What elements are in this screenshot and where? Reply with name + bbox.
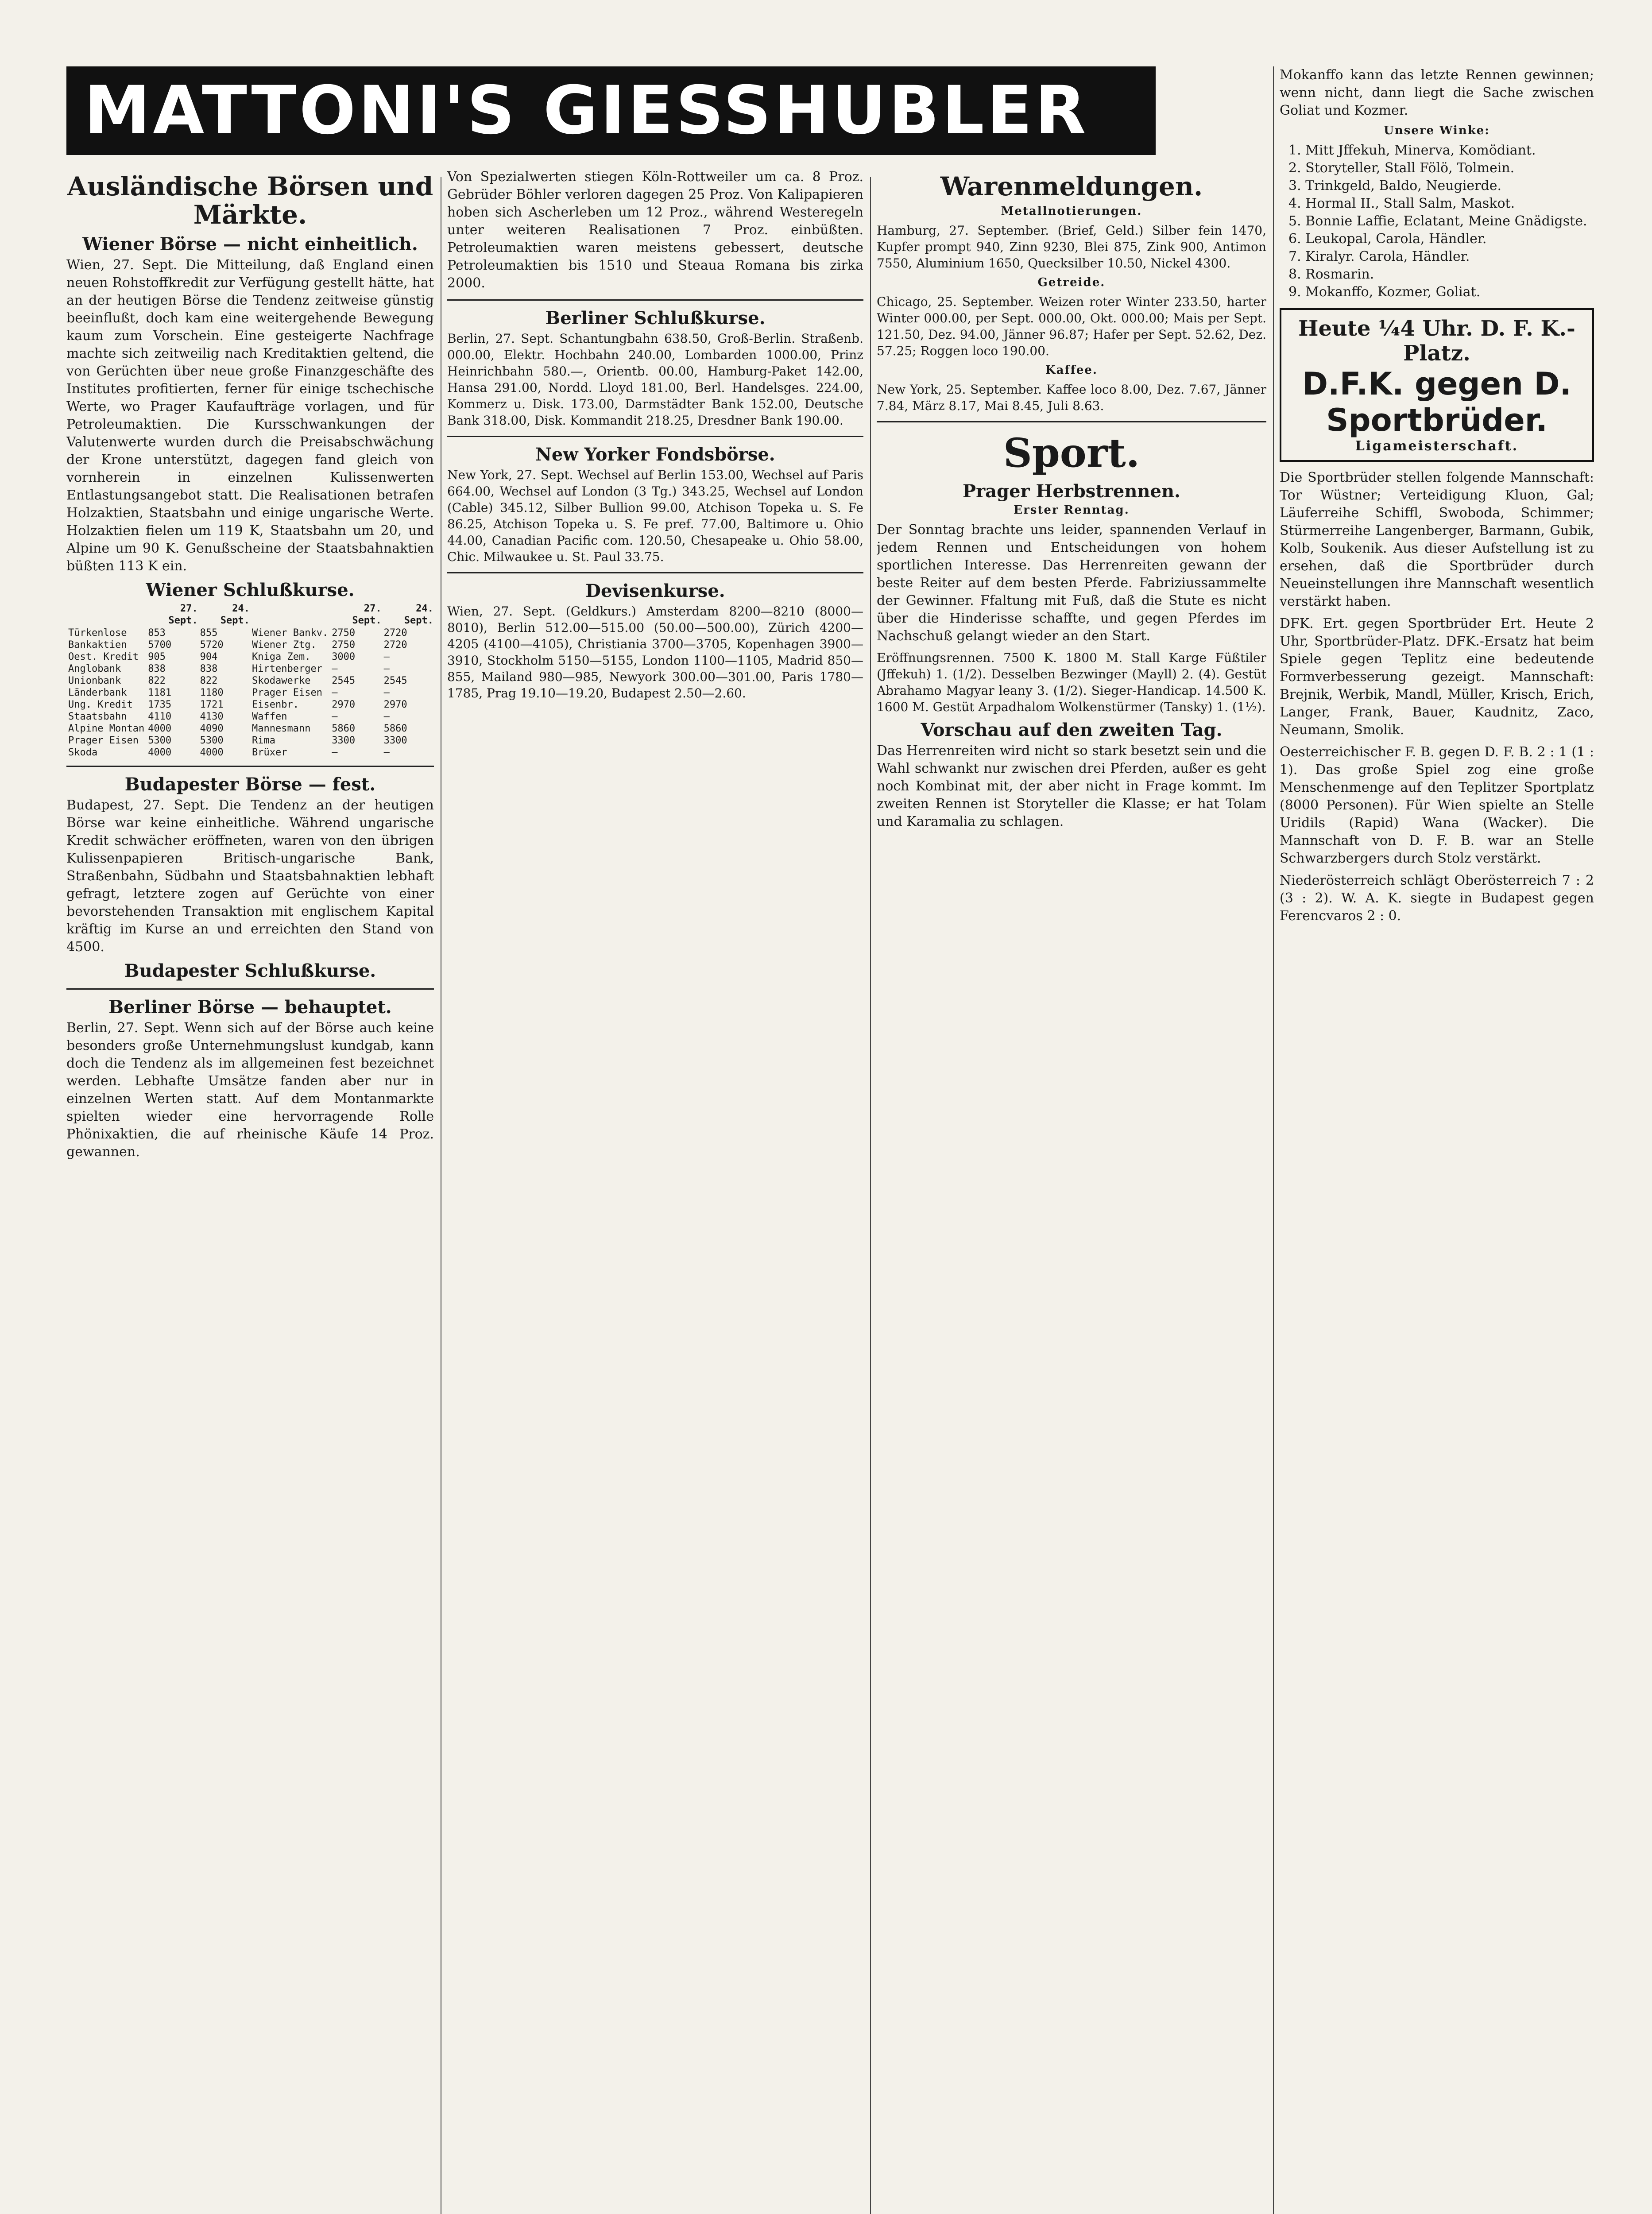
- list-item: 9. Mokanffo, Kozmer, Goliat.: [1288, 284, 1481, 300]
- table-row: Bankaktien 5700 5720 Wiener Ztg. 2750 2720: [68, 639, 407, 650]
- divider: [66, 988, 434, 990]
- vorschau-heading: Vorschau auf den zweiten Tag.: [921, 719, 1223, 740]
- prager-herbstrennen-heading: Prager Herbstrennen.: [963, 480, 1180, 502]
- list-item: 1. Mitt Jffekuh, Minerva, Komödiant.: [1288, 143, 1536, 158]
- metallnotierungen-text: Hamburg, 27. September. (Brief, Geld.) Silber fein 1470, Kupfer prompt 940, Zinn 9230, Blei 875, Zink 900, Antimon 7550, Aluminium 1650, Quecksilber 10.50, Nickel 4300.: [877, 223, 1266, 271]
- prager-herbstrennen-text: Der Sonntag brachte uns leider, spannenden Verlauf in jedem Rennen und Entscheidungen von hohem sportlichen Interesse. Das Herrenreiten gewann der beste Reiter auf dem besten Pferde. Fabriziussammelte der Gewinner. Ffaltung mit Fuß, daß die Stute es nicht über die Hinderisse schaffte, und gegen Pferdes im Nachschuß gelangt wieder an den Start.: [877, 522, 1266, 644]
- wien-boerse-text: Wien, 27. Sept. Die Mitteilung, daß England einen neuen Rohstoffkredit zur Verfügung gestellt hätte, hat an der heutigen Börse die Tendenz zeitweise günstig beeinflußt, doch kam eine weitergehende Bewegung kaum zum Vorschein. Eine gesteigerte Nachfrage machte sich zeitweilig nach Kreditaktien geltend, die von Gerüchten über neue große Finanzgeschäfte des Institutes profitierten, ferner für einige tschechische Werte, wo Prager Kaufaufträge vorlagen, und für Petroleumaktien. Die Kursschwankungen der Valutenwerte wurden durch die Preisabschwächung der Krone unterstützt, dagegen fand gleich von vornherein in einzelnen Kulissenwerten Entlastungsangebot statt. Die Realisationen betrafen Holzaktien, Staatsbahn und einige ungarische Werte. Holzaktien fielen um 119 K, Staatsbahn um 20, und Alpine um 90 K. Genußscheine der Staatsbahnaktien büßten 113 K ein.: [66, 257, 434, 574]
- mattoni-banner: MATTONI'S GIESSHUBLER: [66, 66, 1156, 155]
- match-announcement-box: [1280, 308, 1594, 462]
- kaffee-text: New York, 25. September. Kaffee loco 8.00, Dez. 7.67, Jänner 7.84, März 8.17, Mai 8.45, Juli 8.63.: [877, 382, 1266, 413]
- vorschau-text: Das Herrenreiten wird nicht so stark besetzt sein und die Wahl schwankt nur zwischen drei Pferden, außer es geht noch Kombinat mit, der aber nicht in Frage kommt. Im zweiten Rennen ist Storyteller die Klasse; er hat Tolam und Karamalia zu schlagen.: [877, 743, 1266, 829]
- unsere-winke-heading: Unsere Winke:: [1384, 124, 1490, 137]
- berlin-schlusskurse-text: Berlin, 27. Sept. Schantungbahn 638.50, Groß-Berlin. Straßenb. 000.00, Elektr. Hochbahn 240.00, Lombarden 1000.00, Prinz Heinrichbahn 580.—, Orientb. 00.00, Hamburg-Paket 142.00, Hansa 291.00, Nordd. Lloyd 181.00, Berl. Handelsges. 224.00, Kommerz u. Disk. 173.00, Darmstädter Bank 152.00, Deutsche Bank 318.00, Disk. Kommandit 218.25, Dresdner Bank 190.00.: [447, 331, 863, 428]
- erster-renntag-heading: Erster Renntag.: [1014, 503, 1130, 517]
- column-1: [66, 168, 434, 2214]
- column-rule: [870, 177, 871, 2214]
- table-row: Unionbank 822 822 Skodawerke 2545 2545: [68, 675, 407, 686]
- berlin-continued-text: Von Spezialwerten stiegen Köln-Rottweiler um ca. 8 Proz. Gebrüder Böhler verloren dagegen 25 Proz. Von Kalipapieren hoben sich Ascherleben um 12 Proz., während Westeregeln unter weiteren Realisationen 7 Proz. einbüßten. Petroleumaktien waren meistens gebessert, deutsche Petroleumaktien bis 1510 und Steaua Romana bis zirka 2000.: [447, 169, 863, 291]
- wien-schlusskurse-heading: Wiener Schlußkurse.: [146, 579, 355, 600]
- table-row: Skoda 4000 4000 Brüxer — —: [68, 747, 390, 758]
- devisenkurse-heading: Devisenkurse.: [585, 581, 725, 601]
- wien-boerse-heading: Wiener Börse — nicht einheitlich.: [82, 233, 418, 255]
- table-header-row: 27. Sept. 24. Sept. 27. Sept. 24. Sept.: [168, 603, 433, 626]
- last-race-text: Mokanffo kann das letzte Rennen gewinnen; wenn nicht, dann liegt die Sache zwischen Goliat und Kozmer.: [1280, 67, 1594, 118]
- match-league: Ligameisterschaft.: [1355, 438, 1519, 454]
- table-row: Anglobank 838 838 Hirtenberger — —: [68, 663, 390, 674]
- berlin-boerse-heading: Berliner Börse — behauptet.: [108, 996, 392, 1018]
- newyork-fondsboerse-text: New York, 27. Sept. Wechsel auf Berlin 153.00, Wechsel auf Paris 664.00, Wechsel auf London (3 Tg.) 343.25, Wechsel auf London (Cable) 345.12, Silber Bullion 99.00, Atchison Topeka u. S. Fe 86.25, Atchison Topeka u. S. Fe pref. 77.00, Baltimore u. Ohio 44.00, Canadian Pacific com. 120.50, Chesapeake u. Ohio 58.00, Chic. Milwaukee u. St. Paul 33.75.: [447, 468, 863, 564]
- list-item: 3. Trinkgeld, Baldo, Neugierde.: [1288, 178, 1502, 194]
- match-title: D.F.K. gegen D. Sportbrüder.: [1302, 366, 1572, 438]
- column-rule: [1273, 66, 1274, 2214]
- list-item: 5. Bonnie Laffie, Eclatant, Meine Gnädigste.: [1288, 213, 1587, 229]
- table-row: Staatsbahn 4110 4130 Waffen — —: [68, 711, 390, 722]
- getreide-text: Chicago, 25. September. Weizen roter Winter 233.50, harter Winter 000.00, per Sept. 000.00, Okt. 000.00; Mais per Sept. 121.50, Dez. 94.00, Jänner 96.87; Hafer per Sept. 52.62, Dez. 57.25; Roggen loco 190.00.: [877, 294, 1266, 358]
- budapest-boerse-heading: Budapester Börse — fest.: [124, 774, 376, 795]
- divider: [66, 766, 434, 767]
- divider: [447, 299, 863, 301]
- table-row: Ung. Kredit 1735 1721 Eisenbr. 2970 2970: [68, 699, 407, 710]
- newyork-fondsboerse-heading: New Yorker Fondsbörse.: [535, 444, 775, 465]
- metallnotierungen-heading: Metallnotierungen.: [1001, 204, 1142, 218]
- divider: [877, 421, 1266, 422]
- warenmeldungen-heading: Warenmeldungen.: [940, 171, 1203, 201]
- match-time: Heute ¼4 Uhr. D. F. K.-Platz.: [1298, 316, 1575, 366]
- kaffee-heading: Kaffee.: [1045, 363, 1098, 377]
- divider: [447, 572, 863, 573]
- list-item: 2. Storyteller, Stall Fölö, Tolmein.: [1288, 160, 1515, 176]
- berlin-schlusskurse-heading: Berliner Schlußkurse.: [545, 308, 766, 329]
- table-row: Alpine Montan 4000 4090 Mannesmann 5860 5860: [68, 723, 407, 734]
- table-row: Türkenlose 853 855 Wiener Bankv. 2750 2720: [68, 627, 407, 639]
- section-title-foreign-markets: Ausländische Börsen und Märkte.: [67, 171, 433, 230]
- list-item: 7. Kiralyr. Carola, Händler.: [1288, 249, 1470, 264]
- oesterreich-match-text: Oesterreichischer F. B. gegen D. F. B. 2 : 1 (1 : 1). Das große Spiel zog eine große Menschenmenge auf den Teplitzer Sportplatz (8000 Personen). Für Wien spielte an Stelle Uridils (Rapid) Wana (Wacker). Die Mannschaft von D. F. B. war an Stelle Schwarzbergers durch Stolz verstärkt.: [1280, 744, 1594, 866]
- race-results-text: Eröffnungsrennen. 7500 K. 1800 M. Stall Karge Füßtiler (Jffekuh) 1. (1/2). Desselben Bezwinger (Mayll) 2. (4). Gestüt Abrahamo Magyar leany 3. (1/2). Sieger-Handicap. 14.500 K. 1600 M. Gestüt Arpadhalom Wolkenstürmer (Tansky) 1. (1½).: [877, 650, 1266, 714]
- devisenkurse-text: Wien, 27. Sept. (Geldkurs.) Amsterdam 8200—8210 (8000—8010), Berlin 512.00—515.00 (50.00—500.00), Zürich 4200—4205 (4100—4105), Christiania 3700—3705, Kopenhagen 3900—3910, Stockholm 5150—5155, London 1100—1105, Madrid 850—855, Mailand 980—985, Newyork 300.00—301.00, Paris 1780—1785, Prag 19.10—19.20, Budapest 2.50—2.60.: [447, 604, 863, 701]
- dfk-ersatz-text: DFK. Ert. gegen Sportbrüder Ert. Heute 2 Uhr, Sportbrüder-Platz. DFK.-Ersatz hat beim Spiele gegen Teplitz eine bedeutende Formverbesserung gezeigt. Mannschaft: Brejnik, Werbik, Mandl, Müller, Krisch, Erich, Langer, Frank, Bauer, Kaudnitz, Zaco, Neumann, Smolik.: [1280, 616, 1594, 738]
- table-row: Prager Eisen 5300 5300 Rima 3300 3300: [68, 735, 407, 746]
- sport-heading: Sport.: [1003, 429, 1140, 476]
- list-item: 8. Rosmarin.: [1288, 267, 1374, 282]
- budapest-schlusskurse-heading: Budapester Schlußkurse.: [124, 960, 376, 981]
- bottom-results-text: Niederösterreich schlägt Oberösterreich 7 : 2 (3 : 2). W. A. K. siegte in Budapest gegen Ferencvaros 2 : 0.: [1280, 873, 1594, 924]
- sportbrueder-lineup-text: Die Sportbrüder stellen folgende Mannschaft: Tor Wüstner; Verteidigung Kluon, Gal; Läuferreihe Schiffl, Swoboda, Schimmer; Stürmerreihe Langenberger, Barmann, Gubik, Kolb, Soukenik. Aus dieser Aufstellung ist zu ersehen, daß die Sportbrüder durch Neueinstellungen ihre Mannschaft wesentlich verstärkt haben.: [1280, 470, 1594, 609]
- column-2: [447, 168, 863, 2214]
- list-item: 6. Leukopal, Carola, Händler.: [1288, 231, 1487, 247]
- table-row: Oest. Kredit 905 904 Kniga Zem. 3000 —: [68, 651, 390, 662]
- column-4: [1280, 66, 1594, 2214]
- list-item: 4. Hormal II., Stall Salm, Maskot.: [1288, 196, 1515, 211]
- budapest-boerse-text: Budapest, 27. Sept. Die Tendenz an der heutigen Börse war keine einheitliche. Während ungarische Kredit schwächer eröffneten, waren von den übrigen Kulissenpapieren Britisch-ungarische Bank, Straßenbahn, Südbahn und Staatsbahnaktien lebhaft gefragt, letztere zogen auf Gerüchte von einer bevorstehenden Transaktion mit englischem Kapital kräftig im Kurse an und erreichten den Stand von 4500.: [66, 797, 434, 955]
- column-3: [877, 168, 1266, 2214]
- getreide-heading: Getreide.: [1037, 275, 1106, 289]
- newspaper-page: [66, 66, 1594, 2214]
- wien-quotes-table: [66, 602, 434, 759]
- tips-list: [1288, 142, 1594, 301]
- berlin-boerse-text: Berlin, 27. Sept. Wenn sich auf der Börse auch keine besonders große Unternehmungslust kundgab, kann doch die Tendenz als im allgemeinen fest bezeichnet werden. Lebhafte Umsätze fanden aber nur in einzelnen Werten statt. Auf dem Montanmarkte spielten wieder eine hervorragende Rolle Phönixaktien, die auf rheinische Käufe 14 Proz. gewannen.: [66, 1020, 434, 1160]
- table-row: Länderbank 1181 1180 Prager Eisen — —: [68, 687, 390, 698]
- divider: [447, 436, 863, 437]
